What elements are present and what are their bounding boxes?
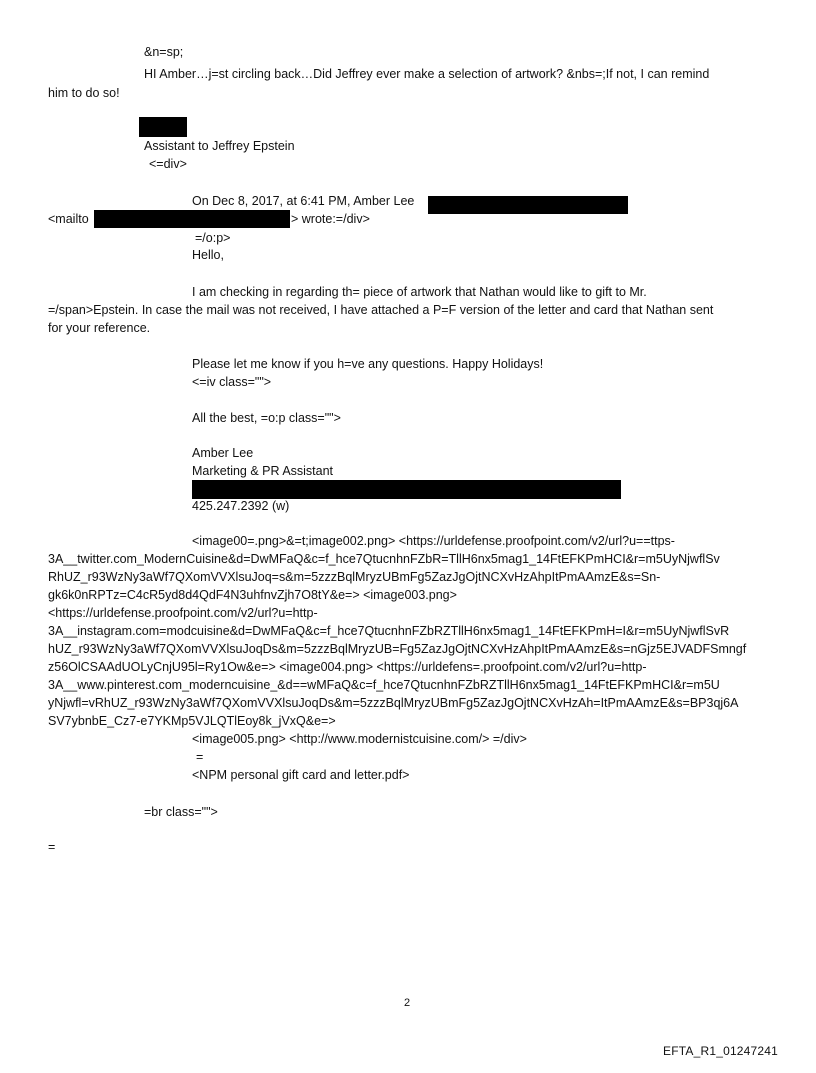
link-line: SV7ybnbE_Cz7-e7YKMp5VJLQTlEoy8k_jVxQ&e=>: [48, 714, 336, 728]
redaction-box: [192, 480, 621, 499]
message-line: him to do so!: [48, 86, 120, 100]
image005-line: <image005.png> <http://www.modernistcuisine.com/> =/div>: [192, 732, 527, 746]
body-line: for your reference.: [48, 321, 151, 335]
link-line: 3A__instagram.com=modcuisine&d=DwMFaQ&c=f_hce7QtucnhnFZbRZTllH6nx5mag1_14FtEFKPmH=I&r=m5UyNjwflSvR: [48, 624, 730, 638]
div-tag: <=div>: [149, 157, 187, 171]
quote-header: On Dec 8, 2017, at 6:41 PM, Amber Lee: [192, 194, 415, 208]
closing: All the best, =o:p class="">: [192, 411, 341, 425]
attachment-name: <NPM personal gift card and letter.pdf>: [192, 768, 410, 782]
iv-class: <=iv class="">: [192, 375, 272, 389]
quote-op: =/o:p>: [195, 231, 231, 245]
link-line: 3A__www.pinterest.com_moderncuisine_&d==wMFaQ&c=f_hce7QtucnhnFZbRZTllH6nx5mag1_14FtEFKPmHCI&r=m5U: [48, 678, 720, 692]
br-class: =br class="">: [144, 805, 218, 819]
link-line: hUZ_r93WzNy3aWf7QXomVVXlsuJoqDs&m=5zzzBqlMryzUB=Fg5ZazJgOjtNCXvHzAhpItPmAAmzE&s=nGjz5EJVADFSmngf: [48, 642, 747, 656]
link-line: <image00=.png>&=t;image002.png> <https://urldefense.proofpoint.com/v2/url?u==ttps-: [192, 534, 675, 548]
questions-line: Please let me know if you h=ve any questions. Happy Holidays!: [192, 357, 544, 371]
link-line: z56OlCSAAdUOLyCnjU95l=Ry1Ow&e=> <image004.png> <https://urldefens=.proofpoint.com/v2/url?u=http-: [48, 660, 647, 674]
quote-wrote: > wrote:=/div>: [291, 212, 370, 226]
sender-title: Marketing & PR Assistant: [192, 464, 334, 478]
message-line: HI Amber…j=st circling back…Did Jeffrey ever make a selection of artwork? &nbs=;If not, I can remind: [144, 67, 710, 81]
email-intro: &n=sp;: [144, 45, 184, 59]
body-line: =/span>Epstein. In case the mail was not received, I have attached a P=F version of the letter and card that Nathan sent: [48, 303, 714, 317]
sender-name: Amber Lee: [192, 446, 254, 460]
equals-line: =: [196, 750, 204, 764]
link-line: gk6k0nRPTz=C4cR5yd8d4QdF4N3uhfnvZjh7O8tY&e=> <image003.png>: [48, 588, 457, 602]
trailing-equals: =: [48, 840, 56, 854]
phone: 425.247.2392 (w): [192, 499, 290, 513]
link-line: yNjwfl=vRhUZ_r93WzNy3aWf7QXomVVXlsuJoqDs&m=5zzzBqlMryzUBmFg5ZazJgOjtNCXvHzAh=ItPmAAmzE&s=BP3qj6A: [48, 696, 739, 710]
signature-title: Assistant to Jeffrey Epstein: [144, 139, 295, 153]
greeting: Hello,: [192, 248, 224, 262]
page-number: 2: [404, 997, 411, 1009]
redaction-box: [139, 117, 187, 137]
link-line: <https://urldefense.proofpoint.com/v2/url?u=http-: [48, 606, 318, 620]
redaction-box: [428, 196, 628, 214]
link-line: 3A__twitter.com_ModernCuisine&d=DwMFaQ&c=f_hce7QtucnhnFZbR=TllH6nx5mag1_14FtEFKPmHCI&r=m5UyNjwflSv: [48, 552, 720, 566]
quote-mailto: <mailto: [48, 212, 89, 226]
bates-number: EFTA_R1_01247241: [663, 1044, 779, 1058]
link-line: RhUZ_r93WzNy3aWf7QXomVVXlsuJoq=s&m=5zzzBqlMryzUBmFg5ZazJgOjtNCXvHzAhpItPmAAmzE&s=Sn-: [48, 570, 661, 584]
redaction-box: [94, 210, 290, 228]
body-line: I am checking in regarding th= piece of artwork that Nathan would like to gift to Mr.: [192, 285, 647, 299]
